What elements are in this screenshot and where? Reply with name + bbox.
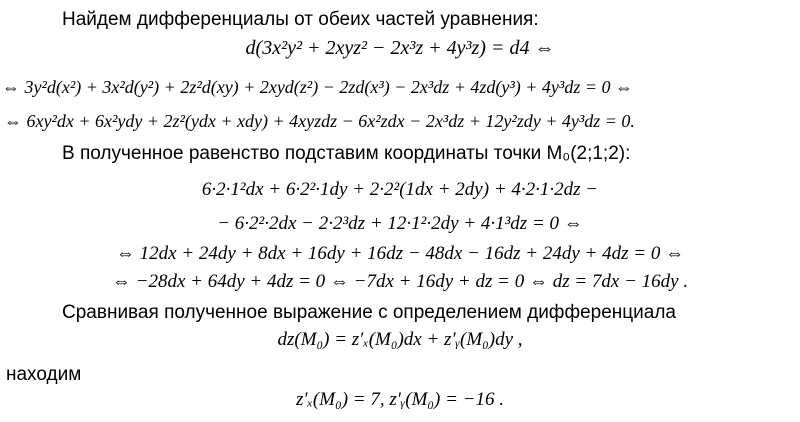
equation-numeric: ⇔ 12dx + 24dy + 8dx + 16dy + 16dz − 48dx − 16dz + 24dy + 4dz = 0 ⇔ — [115, 243, 685, 264]
equation-result: ⇔ −28dx + 64dy + 4dz = 0 ⇔ −7dx + 16dy + dz = 0 ⇔ dz = 7dx − 16dy . — [111, 271, 689, 292]
equation-partials: z′ₓ(M₀) = 7, z′ᵧ(M₀) = −16 . — [295, 389, 505, 410]
equation-differential: d(3x²y² + 2xyz² − 2x³z + 4y³z) = d4 ⇔ — [245, 37, 555, 59]
equation-expanded: ⇔ 3y²d(x²) + 3x²d(y²) + 2z²d(xy) + 2xyd(z²) − 2zd(x³) − 2x³dz + 4zd(y³) + 4y³dz = 0 ⇔ — [2, 77, 633, 97]
equation-substituted-1: 6·2·1²dx + 6·2²·1dy + 2·2²(1dx + 2dy) + 4·2·1·2dz − — [201, 179, 599, 200]
equation-substituted-2: − 6·2²·2dx − 2·2³dz + 12·1²·2dy + 4·1³dz = 0 ⇔ — [217, 213, 583, 234]
equation-simplified: ⇔ 6xy²dx + 6x²ydy + 2z²(ydx + xdy) + 4xyzdz − 6x²zdx − 2x³dz + 12y²zdy + 4y³dz = 0. — [4, 111, 635, 131]
finding-text: находим — [6, 364, 82, 385]
equation-definition: dz(M₀) = z′ₓ(M₀)dx + z′ᵧ(M₀)dy , — [277, 329, 523, 350]
intro-text: Найдем дифференциалы от обеих частей уравнения: — [62, 9, 539, 30]
comparison-text: Сравнивая полученное выражение с определением дифференциала — [62, 302, 676, 323]
substitution-text: В полученное равенство подставим координаты точки M₀(2;1;2): — [62, 143, 631, 164]
